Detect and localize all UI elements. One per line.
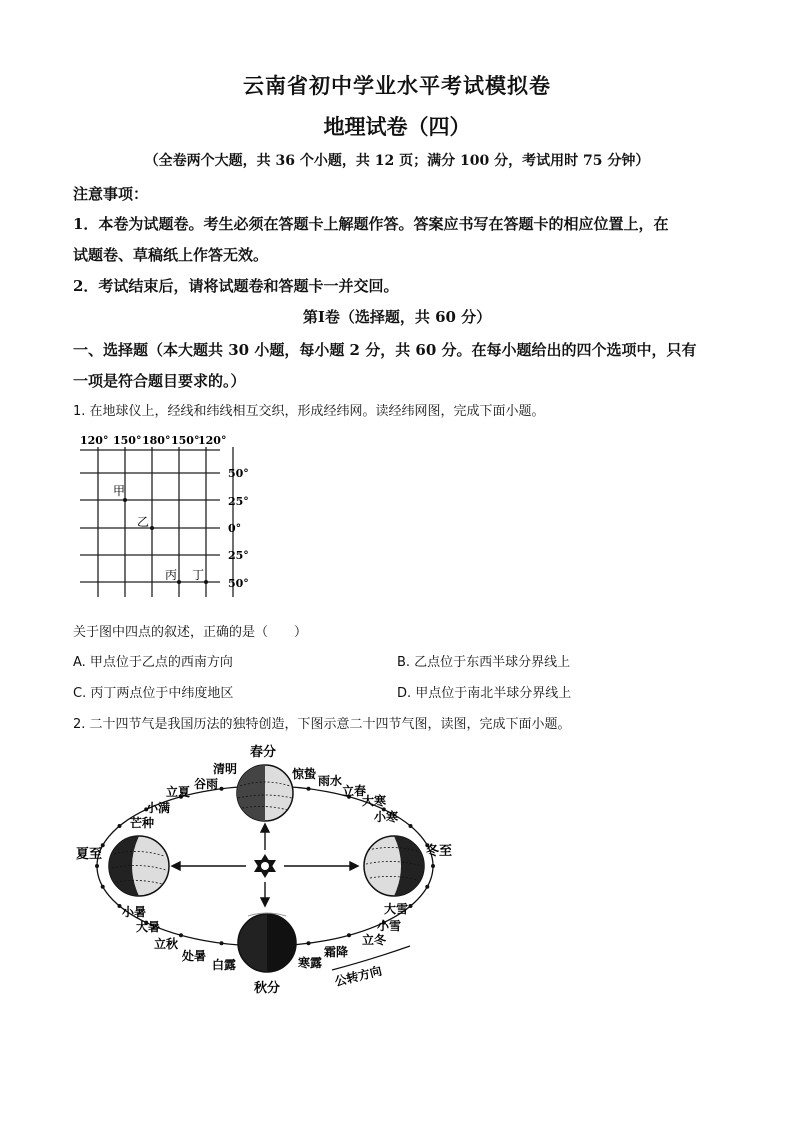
term-bailu: 白露: [212, 958, 237, 972]
point-label-yi: 乙: [137, 515, 150, 529]
section-heading: 一、选择题（本大题共 30 小题，每小题 2 分，共 60 分。在每小题给出的四个选项中，只有: [73, 341, 697, 359]
term-jingzhe: 惊蛰: [292, 767, 317, 781]
term-hanlu: 寒露: [298, 956, 323, 970]
option-b[interactable]: B. 乙点位于东西半球分界线上: [397, 655, 571, 670]
exam-info: （全卷两个大题，共 36 个小题，共 12 页；满分 100 分，考试用时 75 分钟）: [144, 153, 650, 169]
orbit-dot: [118, 904, 122, 908]
term-xiazhi: 夏至: [76, 847, 103, 862]
lat-lon-grid-figure: [70, 425, 270, 605]
question-1-text: 关于图中四点的叙述，正确的是（ ）: [73, 625, 308, 640]
term-chunfen: 春分: [250, 745, 277, 760]
earth-chunfen: [237, 765, 293, 821]
term-liqiu: 立秋: [154, 937, 179, 951]
orbit-dot: [179, 933, 183, 937]
lon-label-120e: 120°: [198, 434, 227, 447]
lat-label-50n: 50°: [228, 467, 249, 480]
term-yushui: 雨水: [318, 774, 343, 788]
term-qingming: 清明: [213, 762, 238, 776]
term-lichun: 立春: [342, 784, 367, 798]
term-shuangjiang: 霜降: [324, 945, 349, 959]
term-dashu: 大暑: [136, 920, 161, 934]
point-bing-dot: [177, 580, 181, 584]
orbit-dot: [101, 885, 105, 889]
term-guyu: 谷雨: [194, 777, 219, 791]
term-qiufen: 秋分: [254, 981, 281, 996]
orbit-dot: [307, 787, 311, 791]
term-xiaohan: 小寒: [374, 810, 399, 824]
orbit-dot: [347, 933, 351, 937]
point-yi-dot: [150, 526, 154, 530]
term-lixia: 立夏: [166, 785, 191, 799]
notice-item-1-cont: 试题卷、草稿纸上作答无效。: [73, 246, 269, 264]
point-jia-dot: [123, 498, 127, 502]
term-xiaoshu: 小暑: [122, 905, 147, 919]
lat-label-50s: 50°: [228, 577, 249, 590]
lon-label-120w: 120°: [80, 434, 109, 447]
lon-label-150e: 150°: [171, 434, 200, 447]
orbit-dot: [409, 904, 413, 908]
point-ding-dot: [204, 580, 208, 584]
orbit-dot: [220, 941, 224, 945]
point-label-bing: 丙: [165, 568, 178, 582]
earth-xiazhi: [109, 836, 169, 896]
orbit-dot: [307, 941, 311, 945]
term-dahan: 大寒: [362, 794, 387, 808]
grid-lines: [80, 447, 233, 597]
lon-label-150w: 150°: [113, 434, 142, 447]
option-c[interactable]: C. 丙丁两点位于中纬度地区: [73, 686, 234, 701]
orbit-dot: [431, 864, 435, 868]
sun-icon: [254, 854, 276, 878]
orbit-dot: [425, 885, 429, 889]
page-title: 云南省初中学业水平考试模拟卷: [243, 73, 551, 98]
question-1-stem: 1. 在地球仪上，经线和纬线相互交织，形成经纬网。读经纬网图，完成下面小题。: [73, 404, 545, 419]
term-lidong: 立冬: [362, 933, 387, 947]
page-subtitle: 地理试卷（四）: [323, 114, 471, 139]
part-title: 第Ⅰ卷（选择题，共 60 分）: [302, 308, 492, 326]
lon-label-180: 180°: [142, 434, 171, 447]
option-d[interactable]: D. 甲点位于南北半球分界线上: [397, 686, 572, 701]
point-label-jia: 甲: [113, 484, 126, 498]
term-chushu: 处暑: [182, 949, 207, 963]
earth-qiufen: [238, 913, 296, 972]
notice-item-1: 1．本卷为试题卷。考生必须在答题卡上解题作答。答案应书写在答题卡的相应位置上，在: [73, 215, 669, 233]
lat-label-0: 0°: [228, 522, 242, 535]
section-heading-cont: 一项是符合题目要求的。）: [73, 372, 246, 390]
question-2-stem: 2. 二十四节气是我国历法的独特创造，下图示意二十四节气图，读图，完成下面小题。: [73, 717, 571, 732]
revolution-direction-label: 公转方向: [333, 963, 384, 989]
point-label-ding: 丁: [192, 568, 205, 582]
notice-item-2: 2．考试结束后，请将试题卷和答题卡一并交回。: [73, 277, 399, 295]
solar-terms-figure: [70, 738, 470, 1003]
term-mangzhong: 芒种: [130, 816, 155, 830]
orbit-dot: [118, 824, 122, 828]
orbit-dot: [409, 824, 413, 828]
term-xiaoman: 小满: [146, 801, 171, 815]
lat-label-25s: 25°: [228, 549, 249, 562]
term-xiaoxue: 小雪: [377, 919, 402, 933]
term-dongzhi: 冬至: [426, 844, 453, 859]
orbit-dot: [95, 864, 99, 868]
notice-heading: 注意事项：: [73, 185, 149, 203]
option-a[interactable]: A. 甲点位于乙点的西南方向: [73, 655, 233, 670]
term-daxue: 大雪: [384, 902, 409, 916]
lat-label-25n: 25°: [228, 495, 249, 508]
orbit-dot: [220, 787, 224, 791]
earth-dongzhi: [364, 836, 424, 896]
